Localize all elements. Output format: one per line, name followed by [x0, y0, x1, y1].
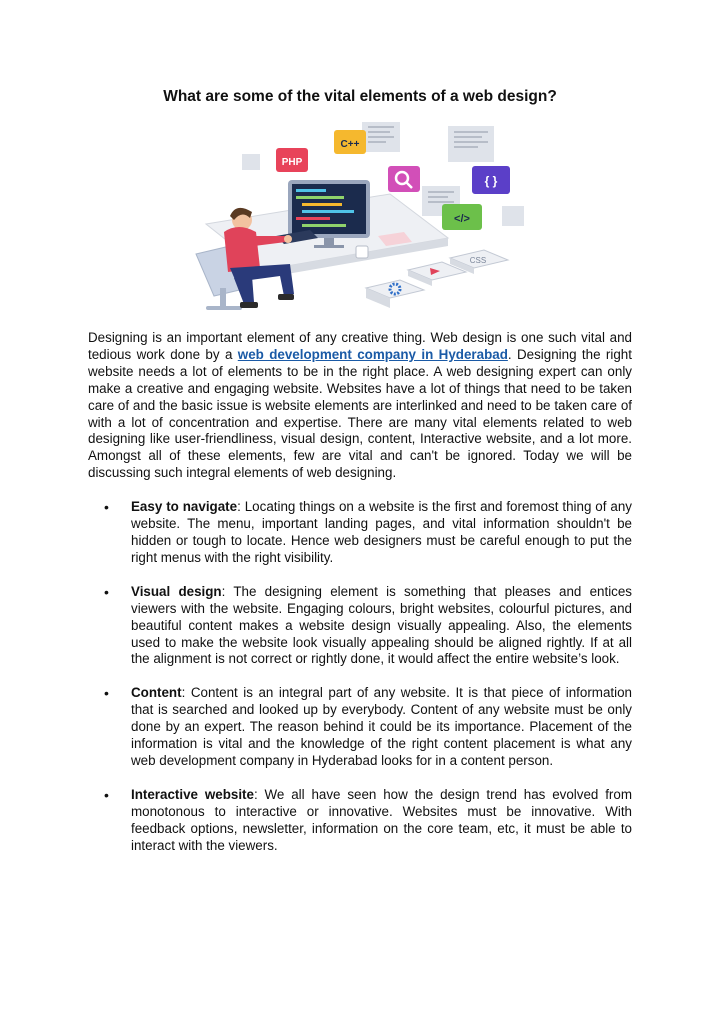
article-body [88, 330, 632, 871]
intro-paragraph: Designing is an important element of any creative thing. Web design is one such vital and tedious work done by a web development company in Hyderabad. Designing the right website needs a lot of elements to be in the right place. A web designing expert can only make a creative and engaging website. Websites have a lot of things that need to be taken care of and the basic issue is website elements are interlinked and need to be taken care of with a lot of concentration and expertise. There are many vital elements related to web designing like user-friendliness, visual design, content, Interactive website, and a lot more. Amongst all of these elements, few are vital and can't be ignored. Today we will be discussing such integral elements of web designing. [88, 330, 632, 481]
elements-list [88, 499, 632, 854]
svg-text:CSS: CSS [469, 256, 487, 265]
cpp-badge [334, 130, 366, 154]
braces-badge [472, 166, 510, 194]
bullet-icon: • [104, 499, 109, 516]
svg-text:</>: </> [454, 213, 470, 225]
list-item-content: • Content: Content is an integral part of any website. It is that piece of information that is searched and looked up by everybody. Content of any website must be only done by an expert. The reason behind it could be its importance. Placement of the information is vital and the knowledge of the right content placement is what any web development company in Hyderabad looks for in a content person. [104, 685, 632, 768]
settings-tile [366, 280, 424, 308]
list-item-easy-to-navigate: • Easy to navigate: Locating things on a website is the first and foremost thing of any website. The menu, important landing pages, and vital information shouldn't be hidden or tough to locate. Hence web designers must be careful enough to put the right menus with the right visibility. [104, 499, 632, 565]
company-link[interactable]: web development company in Hyderabad [237, 346, 508, 362]
svg-text:C++: C++ [340, 139, 360, 150]
tags-badge [442, 204, 482, 230]
list-item-interactive-website: • Interactive website: We all have seen how the design trend has evolved from monotonous to interactive or innovative. Websites must be innovative. With feedback options, newsletter, information on the core team, etc, it must be able to interact with the viewers. [104, 786, 632, 853]
web-design-illustration [190, 118, 530, 318]
search-badge [388, 166, 420, 192]
php-badge [276, 148, 308, 172]
svg-text:{ }: { } [484, 174, 498, 188]
page-title: What are some of the vital elements of a web design? [163, 88, 557, 105]
coffee-mug [356, 246, 368, 258]
svg-text:PHP: PHP [281, 157, 303, 168]
bullet-icon: • [104, 685, 109, 702]
list-item-visual-design: • Visual design: The designing element is something that pleases and entices viewers with the website. Engaging colours, bright websites, colourful pictures, and beautiful content makes a website design visually appealing. Also, the elements used to make the website look visually appealing should be aligned rightly. If at all the alignment is not correct or rightly done, it would affect the entire website’s look. [104, 583, 633, 667]
bullet-icon: • [104, 786, 109, 803]
bullet-icon: • [104, 583, 109, 600]
